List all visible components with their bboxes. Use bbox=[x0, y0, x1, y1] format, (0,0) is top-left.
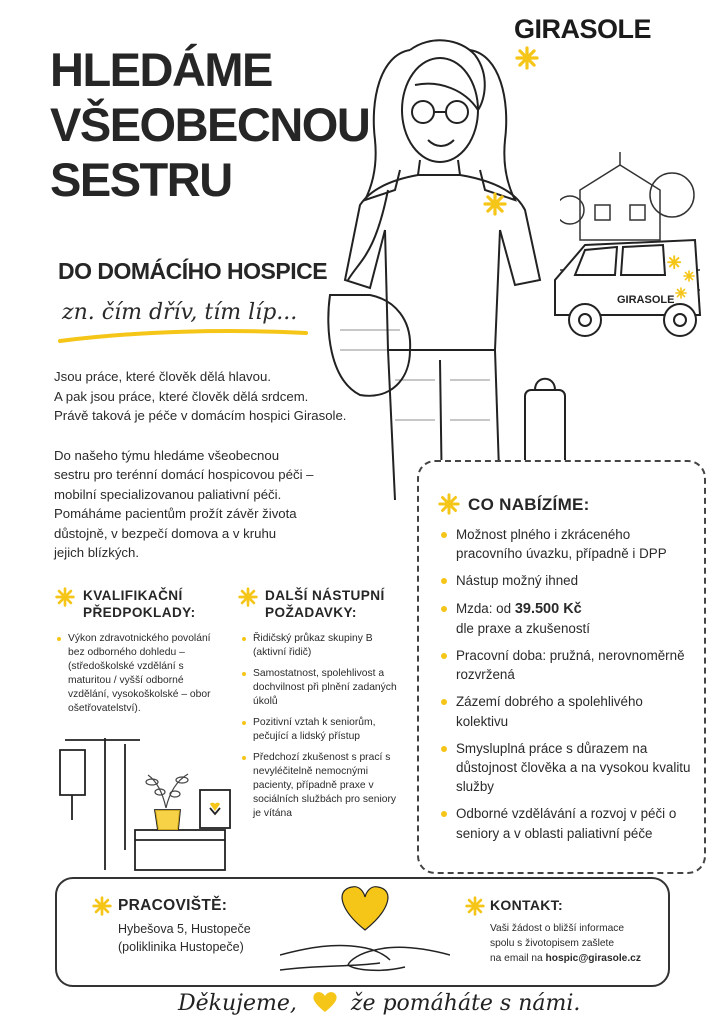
yellow-underline bbox=[58, 325, 308, 347]
sun-star-icon bbox=[92, 896, 112, 916]
offer-title bbox=[438, 493, 590, 515]
intro-text bbox=[54, 367, 374, 563]
title-line: KVALIFIKAČNÍ bbox=[83, 588, 183, 603]
iv-stand-illustration bbox=[40, 730, 260, 875]
offer-title-text: CO NABÍZÍME: bbox=[468, 495, 590, 514]
intro-line: sestru pro terénní domácí hospicovou péči – bbox=[54, 467, 314, 482]
tagline: zn. čím dřív, tím líp... bbox=[62, 300, 298, 325]
thanks-part1: Děkujeme, bbox=[178, 991, 297, 1016]
requirement-item: Samostatnost, spolehlivost a dochvilnost při plnění zadaných úkolů bbox=[240, 667, 405, 709]
address-line: (poliklinika Hustopeče) bbox=[118, 940, 244, 954]
heart-icon bbox=[311, 990, 339, 1014]
title-line: POŽADAVKY: bbox=[265, 605, 357, 620]
title-line: PŘEDPOKLADY: bbox=[83, 605, 196, 620]
intro-line: Pomáháme pacientům prožít závěr života bbox=[54, 506, 297, 521]
intro-line: Do našeho týmu hledáme všeobecnou bbox=[54, 447, 280, 463]
car-illustration bbox=[545, 225, 705, 345]
requirement-item: Řidičský průkaz skupiny B (aktivní řidič) bbox=[240, 632, 405, 660]
qualifications-list bbox=[55, 632, 225, 723]
salary-amount: 39.500 Kč bbox=[514, 600, 582, 617]
intro-line: jejich blízkých. bbox=[54, 545, 140, 560]
offer-item-salary bbox=[437, 599, 695, 638]
workplace-title: PRACOVIŠTĚ: bbox=[118, 897, 228, 914]
requirement-item: Předchozí zkušenost s prací s nevyléčitelně nemocnými pacienty, případně praxe v sociálních službách pro seniory je vítána bbox=[240, 751, 405, 821]
sun-star-icon bbox=[465, 896, 485, 916]
offer-item: Pracovní doba: pružná, nerovnoměrně rozvržená bbox=[437, 646, 695, 684]
sun-star-icon bbox=[238, 587, 258, 607]
car-label: GIRASOLE bbox=[617, 294, 675, 306]
qualifications-title bbox=[83, 587, 196, 621]
requirement-item: Pozitivní vztah k seniorům, pečující a lidský přístup bbox=[240, 716, 405, 744]
intro-line: mobilní specializovanou paliativní péči. bbox=[54, 486, 282, 502]
title-line: DALŠÍ NÁSTUPNÍ bbox=[265, 588, 385, 603]
qualification-item: Výkon zdravotnického povolání bez odborného dohledu – (středoškolské vzdělání s maturitou / vyšší odborné vzdělání, vysokoškolské – obor ošetřovatelství). bbox=[55, 632, 225, 716]
contact-title: KONTAKT: bbox=[490, 897, 563, 913]
email-address[interactable]: hospic@girasole.cz bbox=[545, 953, 641, 964]
salary-prefix: Mzda: od bbox=[456, 600, 512, 616]
offer-item: Zázemí dobrého a spolehlivého kolektivu bbox=[437, 692, 695, 730]
intro-line: A pak jsou práce, které člověk dělá srdcem. bbox=[54, 388, 309, 404]
headline-line: HLEDÁME bbox=[50, 43, 272, 96]
headline-line: VŠEOBECNOU bbox=[50, 98, 370, 151]
sun-star-icon bbox=[55, 587, 75, 607]
hands-heart-illustration bbox=[280, 885, 450, 980]
contact-line: Vaši žádost o bližší informace bbox=[490, 923, 625, 934]
thanks-part2: že pomáháte s námi. bbox=[350, 991, 581, 1016]
offer-item: Odborné vzdělávání a rozvoj v péči o seniory a v oblasti paliativní péče bbox=[437, 804, 695, 842]
intro-line: důstojně, v bezpečí domova a v kruhu bbox=[54, 525, 277, 541]
contact-email-line bbox=[490, 951, 665, 966]
address-line: Hybešova 5, Hustopeče bbox=[118, 922, 251, 936]
requirements-title bbox=[265, 587, 385, 621]
contact-text bbox=[490, 921, 665, 966]
contact-line: spolu s životopisem zašlete bbox=[490, 938, 615, 949]
thanks-line bbox=[178, 990, 580, 1016]
salary-suffix: dle praxe a zkušeností bbox=[456, 620, 590, 636]
workplace-address bbox=[118, 920, 251, 956]
brand-logo: GIRASOLE bbox=[514, 14, 652, 44]
email-prefix: na email na bbox=[490, 953, 543, 964]
headline-line: SESTRU bbox=[50, 153, 232, 206]
requirements-list bbox=[240, 632, 405, 828]
subheadline: DO DOMÁCÍHO HOSPICE bbox=[58, 258, 328, 284]
intro-line: Právě taková je péče v domácím hospici Girasole. bbox=[54, 408, 347, 423]
offer-list bbox=[437, 525, 695, 851]
sun-star-icon bbox=[438, 493, 460, 515]
offer-item: Nástup možný ihned bbox=[437, 571, 695, 590]
intro-line: Jsou práce, které člověk dělá hlavou. bbox=[54, 369, 271, 384]
offer-item: Smysluplná práce s důrazem na důstojnost člověka a na vysokou kvalitu služby bbox=[437, 739, 695, 797]
offer-item: Možnost plného i zkráceného pracovního úvazku, případně i DPP bbox=[437, 525, 695, 563]
